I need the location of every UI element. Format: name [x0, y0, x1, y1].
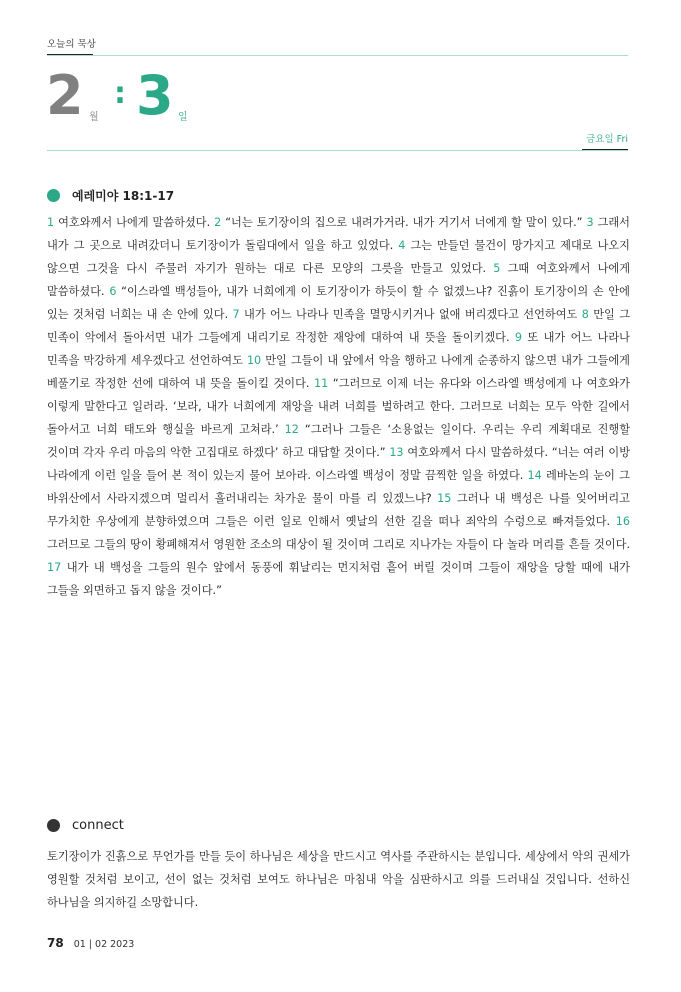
verse-number: 6 — [109, 285, 117, 298]
verse-text: “이스라엘 백성들아, 내가 너희에게 이 토기장이가 하듯이 할 수 없겠느냐? 진흙이 토기장이의 손 안에 있는 것처럼 너희는 내 손 안에 있다. — [47, 285, 630, 321]
weekday-rule — [47, 150, 628, 151]
header-label: 오늘의 묵상 — [47, 39, 96, 50]
issue-date: 01 | 02 2023 — [73, 939, 135, 950]
verse-text: 그때 여호와께서 나에게 말씀하셨다. — [47, 262, 630, 298]
verse-text: 그는 만들던 물건이 망가지고 제대로 나오지 않으면 그것을 다시 주물러 자기가 원하는 대로 다른 모양의 그릇을 만들고 있었다. — [47, 239, 630, 275]
weekday: 금요일 Fri — [586, 134, 628, 145]
page-number: 78 — [47, 936, 64, 950]
verse-text: 그래서 내가 그 곳으로 내려갔더니 토기장이가 돌림대에서 일을 하고 있었다. — [47, 216, 630, 252]
verse-number: 14 — [527, 469, 542, 482]
bullet-icon — [47, 819, 60, 832]
verse-number: 16 — [615, 515, 630, 528]
verse-number: 15 — [437, 492, 452, 505]
scripture-passage — [47, 211, 630, 602]
connect-title: connect — [72, 818, 124, 833]
verse-number: 12 — [284, 423, 299, 436]
date-day: 3 — [136, 64, 174, 127]
verse-number: 13 — [389, 446, 404, 459]
date-day-unit: 일 — [178, 112, 188, 123]
verse-number: 1 — [47, 216, 55, 229]
date-month: 2 — [46, 64, 84, 127]
verse-text: 만일 그들이 내 앞에서 악을 행하고 나에게 순종하지 않으면 내가 그들에게 베풀기로 작정한 선에 대하여 내 뜻을 돌이킬 것이다. — [47, 354, 630, 390]
date-month-unit: 월 — [89, 112, 99, 123]
verse-text: 만일 그 민족이 악에서 돌아서면 내가 그들에게 내리기로 작정한 재앙에 대하여 내 뜻을 돌이키겠다. — [47, 308, 630, 344]
date-colon: : — [114, 76, 126, 111]
verse-number: 17 — [47, 561, 62, 574]
verse-number: 4 — [398, 239, 406, 252]
verse-number: 9 — [514, 331, 523, 344]
connect-heading — [47, 818, 124, 833]
verse-text: 또 내가 어느 나라나 민족을 막강하게 세우겠다고 선언하여도 — [47, 331, 630, 367]
verse-number: 5 — [493, 262, 501, 275]
verse-number: 8 — [581, 308, 589, 321]
verse-text: “그러므로 이제 너는 유다와 이스라엘 백성에게 나 여호와가 이렇게 말한다고 일러라. ‘보라, 내가 너희에게 재앙을 내려 너희를 벌하려고 한다. 그러므로 너희는 모두 악한 길에서 돌아서고 너희 태도와 행실을 바르게 고쳐라.’ — [47, 377, 630, 436]
verse-text: 레바논의 눈이 그 바위산에서 사라지겠으며 멀리서 흘러내리는 차가운 물이 마를 리 있겠느냐? — [47, 469, 630, 505]
verse-number: 7 — [232, 308, 240, 321]
verse-text: 여호와께서 다시 말씀하셨다. “너는 여러 이방 나라에게 이런 일을 들어 본 적이 있는지 물어 보아라. 이스라엘 백성이 정말 끔찍한 일을 하였다. — [47, 446, 631, 482]
bullet-icon — [47, 189, 60, 202]
scripture-reference: 예레미야 18:1-17 — [72, 189, 175, 203]
verse-text: 여호와께서 나에게 말씀하셨다. — [54, 216, 215, 229]
header-rule — [47, 55, 628, 56]
footer — [47, 936, 134, 950]
verse-number: 11 — [314, 377, 329, 390]
verse-text: 그러므로 그들의 땅이 황폐해져서 영원한 조소의 대상이 될 것이며 그리로 지나가는 자들이 다 놀라 머리를 흔들 것이다. — [47, 538, 630, 551]
connect-text: 토기장이가 진흙으로 무언가를 만들 듯이 하나님은 세상을 만드시고 역사를 주관하시는 분입니다. 세상에서 악의 권세가 영원할 것처럼 보이고, 선이 없는 것처럼 보여도 하나님은 마침내 악을 심판하시고 의를 드러내실 것입니다. 선하신 하나님을 의지하길 소망합니다. — [47, 850, 630, 909]
verse-number: 10 — [246, 354, 262, 367]
verse-text: 내가 어느 나라나 민족을 멸망시키거나 없애 버리겠다고 선언하여도 — [239, 308, 582, 321]
verse-text: “너는 토기장이의 집으로 내려가거라. 내가 거기서 너에게 할 말이 있다.” — [221, 216, 587, 229]
verse-text: “그러나 그들은 ‘소용없는 일이다. 우리는 우리 계획대로 진행할 것이며 각자 우리 마음의 악한 고집대로 하겠다’ 하고 대답할 것이다.” — [47, 423, 630, 459]
scripture-heading — [47, 187, 174, 204]
verse-text: 내가 내 백성을 그들의 원수 앞에서 동풍에 휘날리는 먼지처럼 흩어 버릴 것이며 그들이 재앙을 당할 때에 내가 그들을 외면하고 돕지 않을 것이다.” — [47, 561, 630, 597]
verse-number: 2 — [214, 216, 222, 229]
verse-number: 3 — [586, 216, 594, 229]
verse-text: 그러나 내 백성은 나를 잊어버리고 무가치한 우상에게 분향하였으며 그들은 이런 일로 인해서 옛날의 선한 길을 떠나 죄악의 수렁으로 빠져들었다. — [47, 492, 630, 528]
